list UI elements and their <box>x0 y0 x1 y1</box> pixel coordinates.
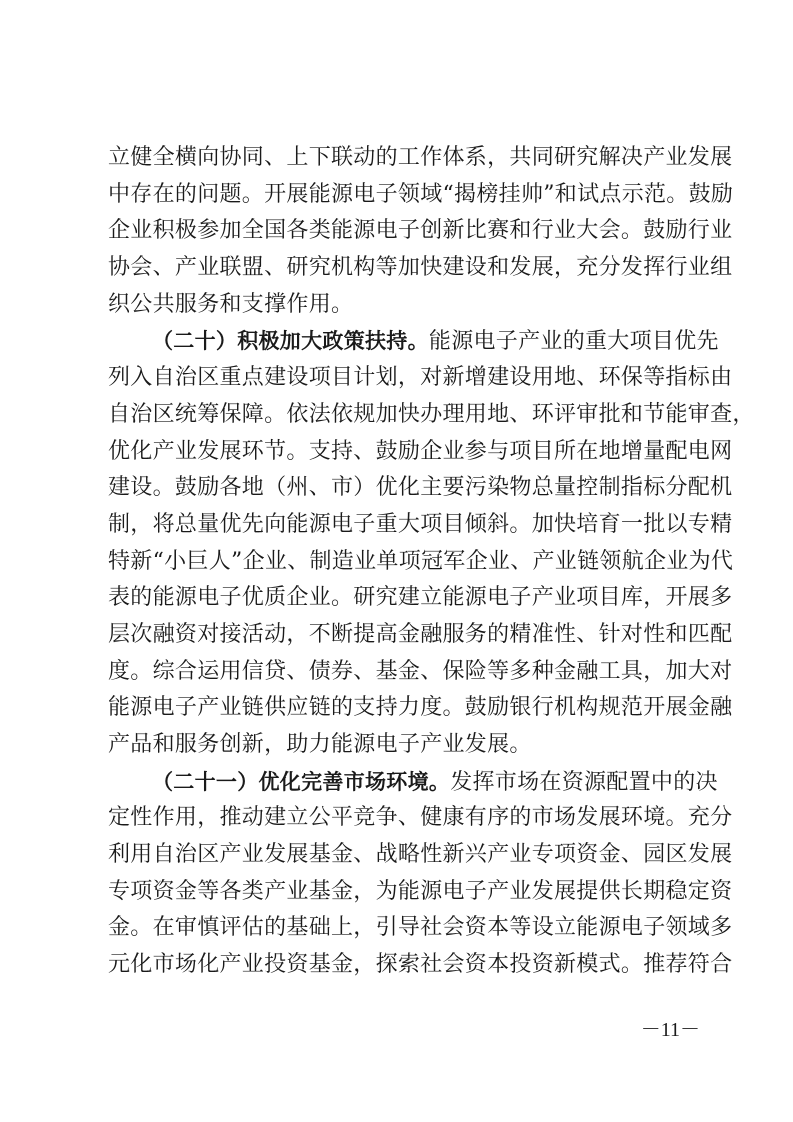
text-line: 利用自治区产业发展基金、战略性新兴产业专项资金、园区发展 <box>108 842 733 868</box>
section-heading: （二十一）优化完善市场环境。 <box>152 769 451 794</box>
text-line: 表的能源电子优质企业。研究建立能源电子产业项目库，开展多 <box>108 585 733 611</box>
text-line: 定性作用，推动建立公平竞争、健康有序的市场发展环境。充分 <box>108 805 733 831</box>
paragraph-first-line <box>108 323 719 360</box>
text-line: 能源电子产业链供应链的支持力度。鼓励银行机构规范开展金融 <box>108 695 733 721</box>
text-line: 中存在的问题。开展能源电子领域“揭榜挂帅”和试点示范。鼓励 <box>108 181 734 207</box>
text-line: 专项资金等各类产业基金，为能源电子产业发展提供长期稳定资 <box>108 878 733 904</box>
text-line: 元化市场化产业投资基金，探索社会资本投资新模式。推荐符合 <box>108 952 733 978</box>
text-line: 特新“小巨人”企业、制造业单项冠军企业、产业链领航企业为代 <box>108 548 734 574</box>
body-text <box>108 140 755 984</box>
text-line: 金。在审慎评估的基础上，引导社会资本等设立能源电子领域多 <box>108 915 733 941</box>
text-line: 自治区统筹保障。依法依规加快办理用地、环评审批和节能审查， <box>108 401 755 427</box>
text-line: 建设。鼓励各地（州、市）优化主要污染物总量控制指标分配机 <box>108 475 733 501</box>
text-line: 度。综合运用信贷、债券、基金、保险等多种金融工具，加大对 <box>108 658 733 684</box>
text-line: 优化产业发展环节。支持、鼓励企业参与项目所在地增量配电网 <box>108 438 733 464</box>
text-line: 织公共服务和支撑作用。 <box>108 291 354 317</box>
text-line: 协会、产业联盟、研究机构等加快建设和发展，充分发挥行业组 <box>108 255 733 281</box>
section-heading: （二十）积极加大政策扶持。 <box>152 329 429 354</box>
text-line: 产品和服务创新，助力能源电子产业发展。 <box>108 732 532 757</box>
text-line: 企业积极参加全国各类能源电子创新比赛和行业大会。鼓励行业 <box>108 218 733 244</box>
text-span: 发挥市场在资源配置中的决 <box>450 769 718 795</box>
text-line: 列入自治区重点建设项目计划，对新增建设用地、环保等指标由 <box>108 365 733 391</box>
text-line: 立健全横向协同、上下联动的工作体系，共同研究解决产业发展 <box>108 145 733 170</box>
text-span: 能源电子产业的重大项目优先 <box>428 329 719 355</box>
text-line: 制，将总量优先向能源电子重大项目倾斜。加快培育一批以专精 <box>108 511 733 537</box>
paragraph-first-line <box>108 764 718 801</box>
page-number: －11－ <box>640 1019 700 1041</box>
text-line: 层次融资对接活动，不断提高金融服务的精准性、针对性和匹配 <box>108 621 733 647</box>
